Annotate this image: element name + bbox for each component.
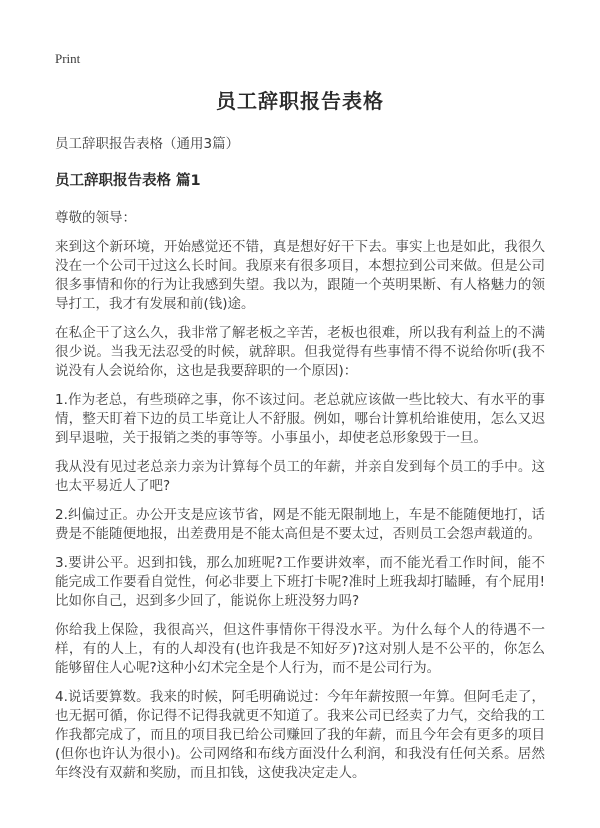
paragraph: 1.作为老总，有些琐碎之事，你不该过问。老总就应该做一些比较大、有水平的事情，整天盯着下边的员工毕竟让人不舒服。例如，哪台计算机给谁使用，怎么又迟到早退啦，关于报销之类的事等等。小事虽小，却使老总形象毁于一旦。 — [55, 392, 545, 446]
document-body — [55, 238, 545, 783]
paragraph: 3.要讲公平。迟到扣钱，那么加班呢?工作要讲效率，而不能光看工作时间，能不能完成工作要看自觉性，何必非要上下班打卡呢?准时上班我却打瞌睡，有个屁用!比如你自己，迟到多少回了，能说你上班没努力吗? — [55, 555, 545, 609]
paragraph: 4.说话要算数。我来的时候，阿毛明确说过：今年年薪按照一年算。但阿毛走了，也无据可循，你记得不记得我就更不知道了。我来公司已经卖了力气，交给我的工作我都完成了，而且的项目我已给公司赚回了我的年薪，而且今年会有更多的项目(但你也许认为很小)。公司网络和布线方面没什么利润，和我没有任何关系。居然年终没有双薪和奖励，而且扣钱，这使我决定走人。 — [55, 689, 545, 781]
paragraph: 我从没有见过老总亲力亲为计算每个员工的年薪，并亲自发到每个员工的手中。这也太平易近人了吧? — [55, 459, 545, 494]
greeting-line: 尊敬的领导： — [55, 210, 136, 226]
paragraph: 你给我上保险，我很高兴，但这件事情你干得没水平。为什么每个人的待遇不一样，有的人上，有的人却没有(也许我是不知好歹)?这对别人是不公平的，你怎么能够留住人心呢?这种小幻术完全是个人行为，而不是公司行为。 — [55, 622, 545, 676]
document-subtitle: 员工辞职报告表格（通用3篇） — [55, 136, 240, 152]
paragraph: 来到这个新环境，开始感觉还不错，真是想好好干下去。事实上也是如此，我很久没在一个公司干过这么长时间。我原来有很多项目，本想拉到公司来做。但是公司很多事情和你的行为让我感到失望。我以为，跟随一个英明果断、有人格魅力的领导打工，我才有发展和前(钱)途。 — [55, 239, 545, 312]
page-title: 员工辞职报告表格 — [216, 89, 384, 113]
paragraph: 在私企干了这么久，我非常了解老板之辛苦，老板也很难，所以我有利益上的不满很少说。当我无法忍受的时候，就辞职。但我觉得有些事情不得不说给你听(我不说没有人会说给你，这也是我要辞职的一个原因)： — [55, 325, 545, 379]
print-link[interactable]: Print — [55, 51, 81, 66]
paragraph: 2.纠偏过正。办公开支是应该节省，网是不能无限制地上，车是不能随便地打，话费是不能随便地报，出差费用是不能太高但是不要太过，否则员工会怨声载道的。 — [55, 507, 545, 542]
section-heading: 员工辞职报告表格 篇1 — [55, 173, 201, 189]
